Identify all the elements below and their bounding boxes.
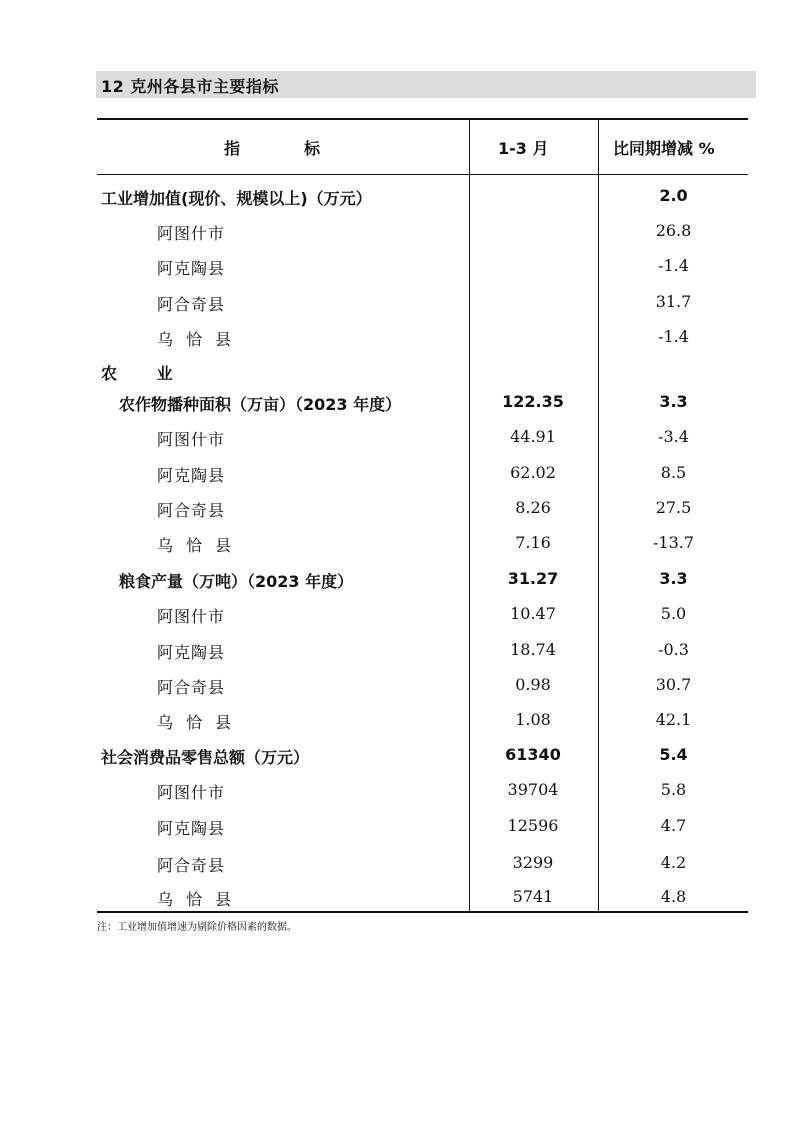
table-row	[97, 853, 747, 888]
row-label: 乌 恰 县	[157, 713, 236, 732]
table-row	[97, 427, 747, 462]
table-row	[97, 780, 747, 815]
header-period: 1-3 月	[498, 139, 549, 158]
row-label: 社会消费品零售总额（万元）	[101, 748, 310, 767]
row-label: 乌 恰 县	[157, 890, 236, 909]
table-row	[97, 640, 747, 675]
row-period-value: 31.27	[507, 569, 559, 588]
row-change-value: 30.7	[655, 675, 692, 694]
row-period-value: 3299	[512, 853, 554, 872]
row-change-value: 4.8	[660, 887, 687, 906]
row-period-value: 10.47	[510, 604, 556, 623]
row-change-value: 42.1	[655, 710, 692, 729]
row-change-value: 5.4	[659, 745, 688, 764]
header-indicator: 指 标	[224, 139, 321, 158]
row-label: 阿图什市	[157, 783, 226, 802]
row-period-value: 18.74	[510, 640, 556, 659]
row-change-value: 31.7	[655, 292, 692, 311]
table-row	[97, 710, 747, 745]
table-row	[97, 604, 747, 639]
table-row	[97, 816, 747, 851]
row-label: 阿克陶县	[157, 466, 226, 485]
table-row	[97, 256, 747, 291]
row-change-value: 5.8	[660, 780, 687, 799]
row-change-value: 26.8	[655, 221, 692, 240]
row-change-value: -1.4	[658, 256, 689, 275]
row-label: 阿合奇县	[157, 501, 226, 520]
row-change-value: 4.2	[660, 853, 687, 872]
row-label: 乌 恰 县	[157, 536, 236, 555]
table-row	[97, 221, 747, 256]
row-change-value: -3.4	[658, 427, 689, 446]
row-period-value: 8.26	[515, 498, 551, 517]
row-change-value: 3.3	[659, 392, 688, 411]
row-label: 农 业	[101, 364, 179, 383]
table-row	[97, 569, 747, 604]
row-period-value: 7.16	[515, 533, 551, 552]
row-label: 工业增加值(现价、规模以上)（万元）	[101, 189, 372, 208]
table-row	[97, 887, 747, 922]
row-change-value: 2.0	[659, 186, 688, 205]
header-change: 比同期增减 %	[613, 139, 715, 158]
row-change-value: 5.0	[660, 604, 687, 623]
table-row	[97, 392, 747, 427]
row-change-value: 4.7	[660, 816, 687, 835]
row-change-value: -13.7	[652, 533, 695, 552]
table-row	[97, 498, 747, 533]
row-label: 阿合奇县	[157, 856, 226, 875]
row-label: 阿图什市	[157, 607, 226, 626]
row-label: 阿克陶县	[157, 643, 226, 662]
row-period-value: 62.02	[510, 463, 556, 482]
row-label: 阿图什市	[157, 430, 226, 449]
table-row	[97, 463, 747, 498]
header-rule	[97, 174, 748, 175]
row-change-value: 3.3	[659, 569, 688, 588]
table-title-bar	[96, 71, 756, 98]
row-period-value: 39704	[507, 780, 559, 799]
row-period-value: 5741	[512, 887, 554, 906]
row-period-value: 44.91	[510, 427, 556, 446]
row-label: 乌 恰 县	[157, 330, 236, 349]
table-row	[97, 533, 747, 568]
row-change-value: 8.5	[660, 463, 687, 482]
row-change-value: -1.4	[658, 327, 689, 346]
table-title: 12 克州各县市主要指标	[101, 77, 279, 96]
row-label: 阿合奇县	[157, 295, 226, 314]
row-period-value: 1.08	[515, 710, 551, 729]
table-row	[97, 361, 747, 396]
table-row	[97, 675, 747, 710]
top-rule	[97, 118, 748, 120]
table-row	[97, 745, 747, 780]
row-period-value: 122.35	[502, 392, 564, 411]
row-label: 农作物播种面积（万亩）（2023 年度）	[119, 395, 402, 414]
row-period-value: 12596	[507, 816, 559, 835]
row-change-value: 27.5	[655, 498, 692, 517]
table-row	[97, 327, 747, 362]
row-label: 阿图什市	[157, 224, 226, 243]
table-row	[97, 292, 747, 327]
footnote: 注：工业增加值增速为剔除价格因素的数据。	[97, 922, 297, 933]
row-label: 阿克陶县	[157, 259, 226, 278]
row-period-value: 61340	[505, 745, 561, 764]
row-label: 粮食产量（万吨）（2023 年度）	[119, 572, 354, 591]
table-row	[97, 186, 747, 221]
row-label: 阿克陶县	[157, 819, 226, 838]
row-change-value: -0.3	[658, 640, 689, 659]
row-label: 阿合奇县	[157, 678, 226, 697]
row-period-value: 0.98	[515, 675, 551, 694]
